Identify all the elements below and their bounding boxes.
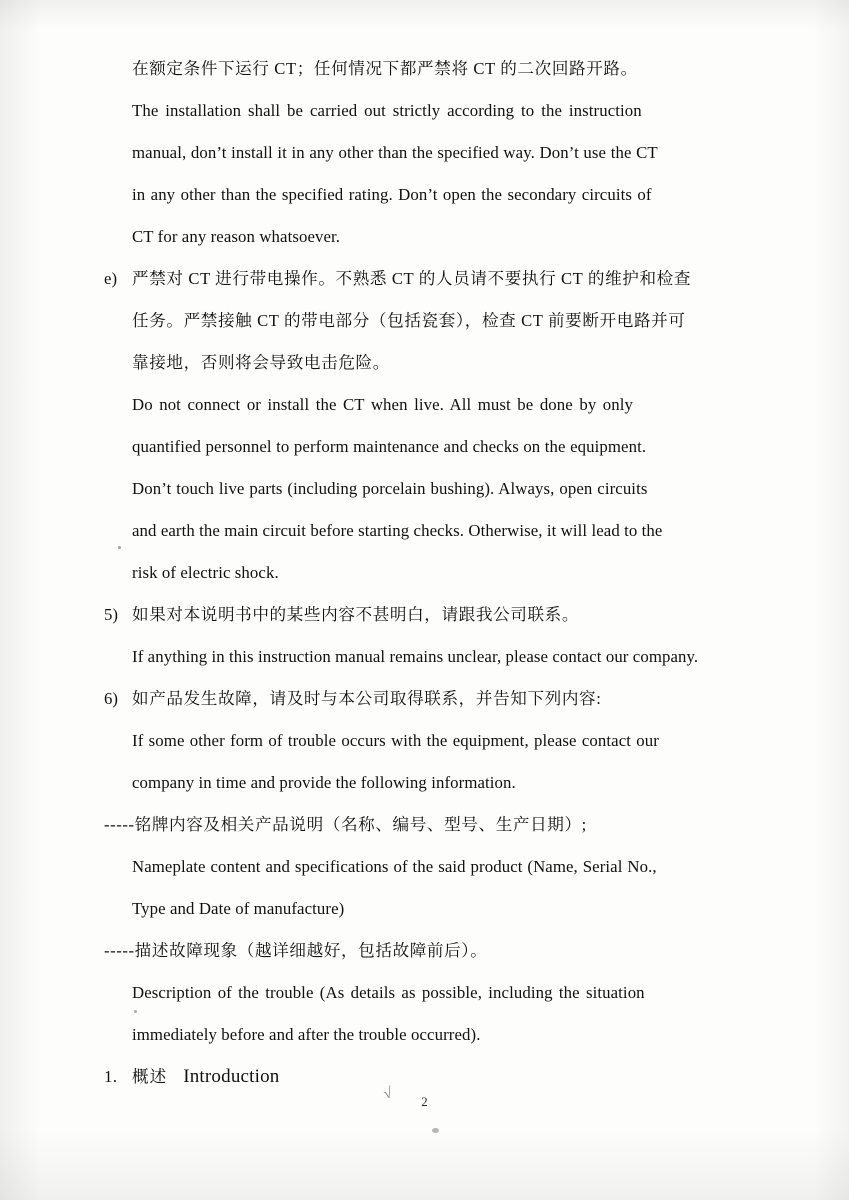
- paragraph-block-5: [104, 594, 768, 678]
- text-line: Don’t touch live parts (including porcelain bushing). Always, open circuits: [132, 479, 648, 498]
- text-line: If anything in this instruction manual remains unclear, please contact our company.: [132, 647, 699, 666]
- text-line: If some other form of trouble occurs with the equipment, please contact our: [132, 731, 659, 750]
- text-line: -----铭牌内容及相关产品说明（名称、编号、型号、生产日期）;: [104, 815, 587, 834]
- paragraph-block-nameplate: [104, 804, 768, 930]
- text-line: and earth the main circuit before starting checks. Otherwise, it will lead to the: [132, 521, 663, 540]
- scan-edge-shading-left: [0, 0, 42, 1200]
- text-line: 如产品发生故障，请及时与本公司取得联系，并告知下列内容:: [132, 689, 602, 708]
- page-number: 2: [421, 1095, 428, 1109]
- text-line: Nameplate content and specifications of the said product (Name, Serial No.,: [132, 857, 657, 876]
- text-line: 靠接地，否则将会导致电击危险。: [132, 353, 390, 372]
- text-line: -----描述故障现象（越详细越好，包括故障前后）。: [104, 941, 488, 960]
- handwritten-mark: √: [382, 1085, 394, 1103]
- text-line: in any other than the specified rating. Don’t open the secondary circuits of: [132, 185, 652, 204]
- text-line: CT for any reason whatsoever.: [132, 227, 341, 246]
- section-heading: [104, 1056, 768, 1098]
- text-line: quantified personnel to perform maintenance and checks on the equipment.: [132, 437, 647, 456]
- list-marker: 5): [104, 605, 118, 624]
- section-number: 1.: [104, 1067, 118, 1086]
- section-title-chinese: 概述: [132, 1067, 168, 1086]
- text-line: 如果对本说明书中的某些内容不甚明白，请跟我公司联系。: [132, 605, 580, 624]
- text-line: Type and Date of manufacture): [132, 899, 345, 918]
- text-line: company in time and provide the following information.: [132, 773, 516, 792]
- paragraph-block-6: [104, 678, 768, 804]
- scan-edge-shading-right: [813, 0, 849, 1200]
- text-line: risk of electric shock.: [132, 563, 279, 582]
- text-line: Do not connect or install the CT when live. All must be done by only: [132, 395, 634, 414]
- scan-speck: [432, 1128, 439, 1133]
- list-marker: e): [104, 269, 118, 288]
- text-line: 任务。严禁接触 CT 的带电部分（包括瓷套），检查 CT 前要断开电路并可: [132, 311, 686, 330]
- section-title-english: Introduction: [183, 1066, 280, 1087]
- text-line: manual, don’t install it in any other than the specified way. Don’t use the CT: [132, 143, 658, 162]
- paragraph-block: [104, 48, 768, 258]
- paragraph-block-e: [104, 258, 768, 594]
- scan-edge-shading-top: [0, 0, 849, 30]
- document-body: [104, 48, 768, 1098]
- paragraph-block-trouble: [104, 930, 768, 1056]
- text-line: 严禁对 CT 进行带电操作。不熟悉 CT 的人员请不要执行 CT 的维护和检查: [132, 269, 692, 288]
- text-line: The installation shall be carried out strictly according to the instruction: [132, 101, 642, 120]
- text-line: Description of the trouble (As details as possible, including the situation: [132, 983, 645, 1002]
- scan-edge-shading-bottom: [0, 1130, 849, 1200]
- list-marker: 6): [104, 689, 118, 708]
- text-line: 在额定条件下运行 CT；任何情况下都严禁将 CT 的二次回路开路。: [132, 59, 638, 78]
- text-line: immediately before and after the trouble occurred).: [132, 1025, 481, 1044]
